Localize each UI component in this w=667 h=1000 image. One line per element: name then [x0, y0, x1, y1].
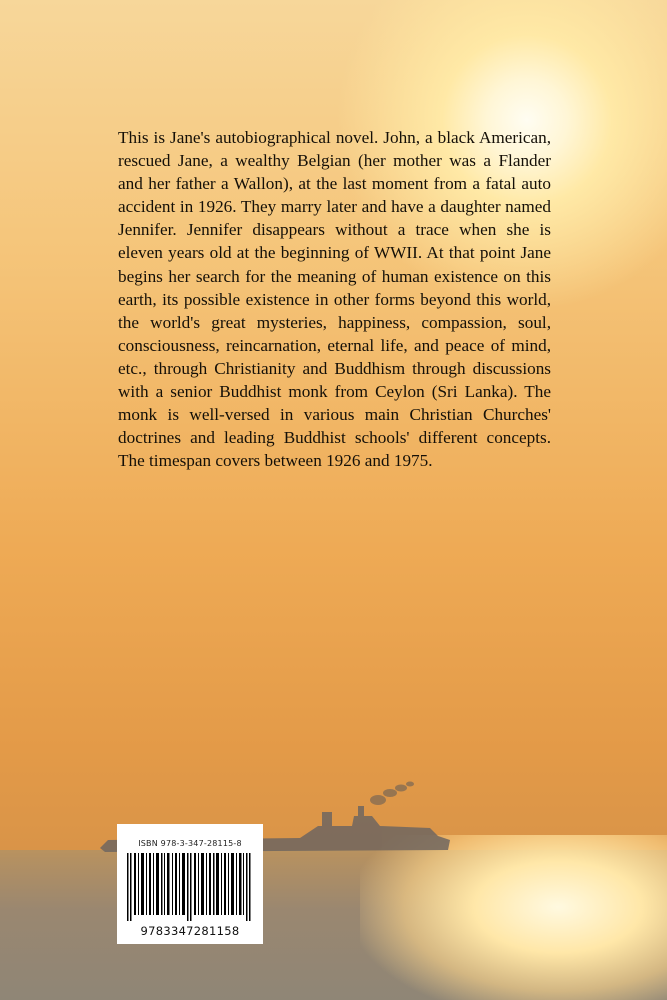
isbn-label: ISBN 978-3-347-28115-8: [138, 839, 242, 848]
barcode-bars: [127, 853, 253, 921]
isbn-barcode: [117, 824, 263, 944]
back-cover-blurb: This is Jane's autobiographical novel. John, a black American, rescued Jane, a wealthy Belgian (her mother was a Flander and her father a Wallon), at the last moment from a fatal auto accident in 1926. They marry later and have a daughter named Jennifer. Jennifer disappears without a trace when she is eleven years old at the beginning of WWII. At that point Jane begins her search for the meaning of human existence on this earth, its possible existence in other forms beyond this world, the world's great mysteries, happiness, compassion, soul, consciousness, reincarnation, eternal life, and peace of mind, etc., through Christianity and Buddhism through discussions with a senior Buddhist monk from Ceylon (Sri Lanka). The monk is well-versed in various main Christian Churches' doctrines and leading Buddhist schools' different concepts. The timespan covers between 1926 and 1975.: [118, 128, 551, 471]
ean-digits: 9783347281158: [140, 924, 240, 938]
